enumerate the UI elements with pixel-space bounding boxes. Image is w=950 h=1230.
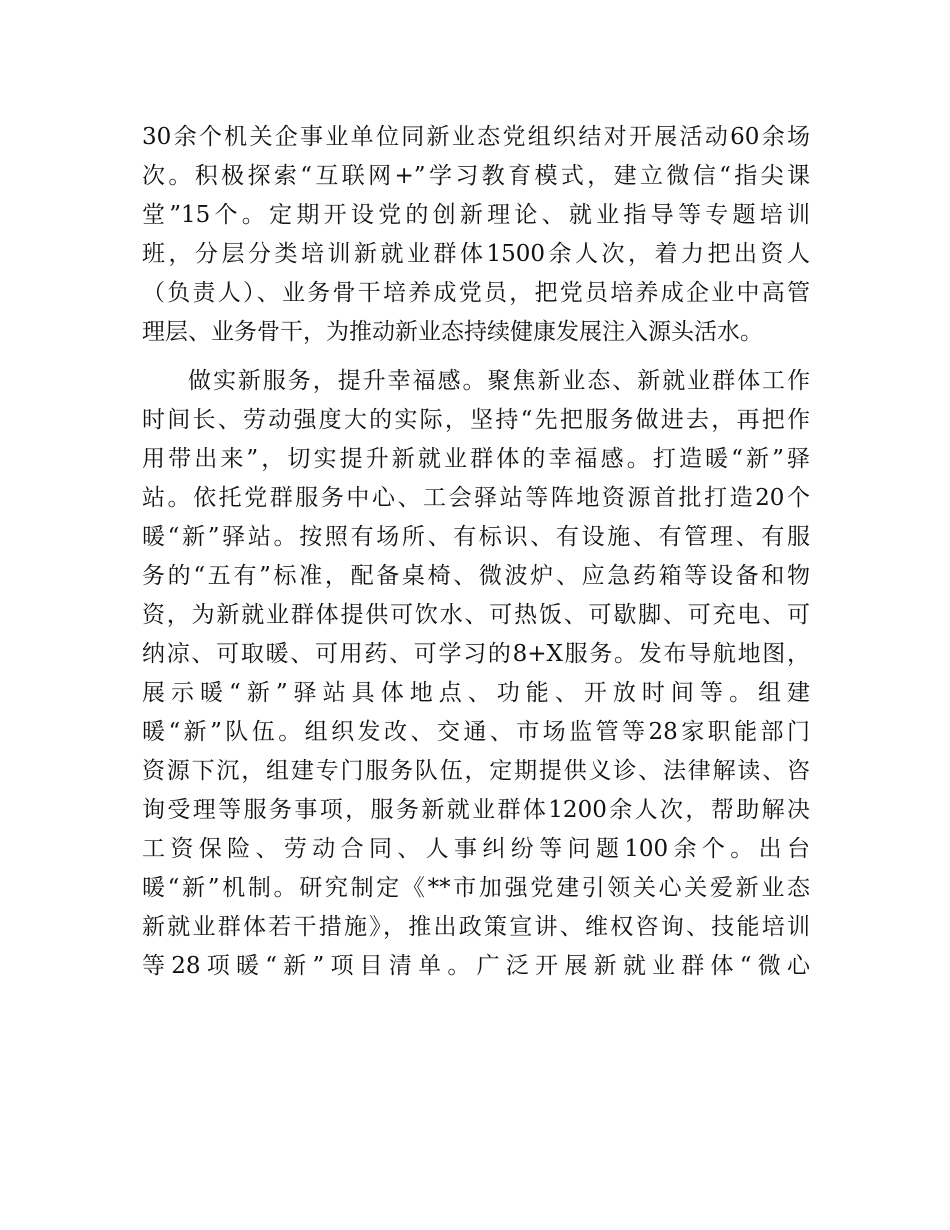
text-line: 站。依托党群服务中心、工会驿站等阵地资源首批打造20个 [142, 485, 810, 511]
text-line: 暖“新”机制。研究制定《**市加强党建引领关心关爱新业态 [142, 875, 810, 901]
text-line: 理层、业务骨干，为推动新业态持续健康发展注入源头活水。 [142, 319, 763, 345]
text-line: 资，为新就业群体提供可饮水、可热饭、可歇脚、可充电、可 [142, 602, 810, 628]
paragraph-training [142, 118, 810, 352]
paragraph-services [142, 362, 810, 986]
text-line: 次。积极探索“互联网+”学习教育模式，建立微信“指尖课 [142, 163, 810, 189]
text-line: 班，分层分类培训新就业群体1500余人次，着力把出资人 [142, 241, 810, 267]
text-line: 用带出来”，切实提升新就业群体的幸福感。打造暖“新”驿 [142, 446, 810, 472]
text-line: 工资保险、劳动合同、人事纠纷等问题100余个。出台 [142, 836, 810, 862]
text-line: 务的“五有”标准，配备桌椅、微波炉、应急药箱等设备和物 [142, 563, 810, 589]
text-line: 做实新服务，提升幸福感。聚焦新业态、新就业群体工作 [188, 368, 810, 394]
text-line: 资源下沉，组建专门服务队伍，定期提供义诊、法律解读、咨 [142, 758, 810, 784]
text-line: （负责人）、业务骨干培养成党员，把党员培养成企业中高管 [142, 280, 810, 306]
text-line: 等28项暖“新”项目清单。广泛开展新就业群体“微心 [142, 953, 810, 979]
text-line: 30余个机关企事业单位同新业态党组织结对开展活动60余场 [142, 124, 810, 150]
text-line: 询受理等服务事项，服务新就业群体1200余人次，帮助解决 [142, 797, 810, 823]
text-line: 暖“新”驿站。按照有场所、有标识、有设施、有管理、有服 [142, 524, 810, 550]
text-line: 时间长、劳动强度大的实际，坚持“先把服务做进去，再把作 [142, 407, 810, 433]
text-line: 堂”15个。定期开设党的创新理论、就业指导等专题培训 [142, 202, 810, 228]
document-page [142, 118, 810, 986]
text-line: 新就业群体若干措施》，推出政策宣讲、维权咨询、技能培训 [142, 914, 810, 940]
paragraph-gap [142, 352, 810, 362]
text-line: 纳凉、可取暖、可用药、可学习的8+X服务。发布导航地图， [142, 641, 810, 667]
text-line: 暖“新”队伍。组织发改、交通、市场监管等28家职能部门 [142, 719, 810, 745]
text-line: 展示暖“新”驿站具体地点、功能、开放时间等。组建 [142, 680, 810, 706]
